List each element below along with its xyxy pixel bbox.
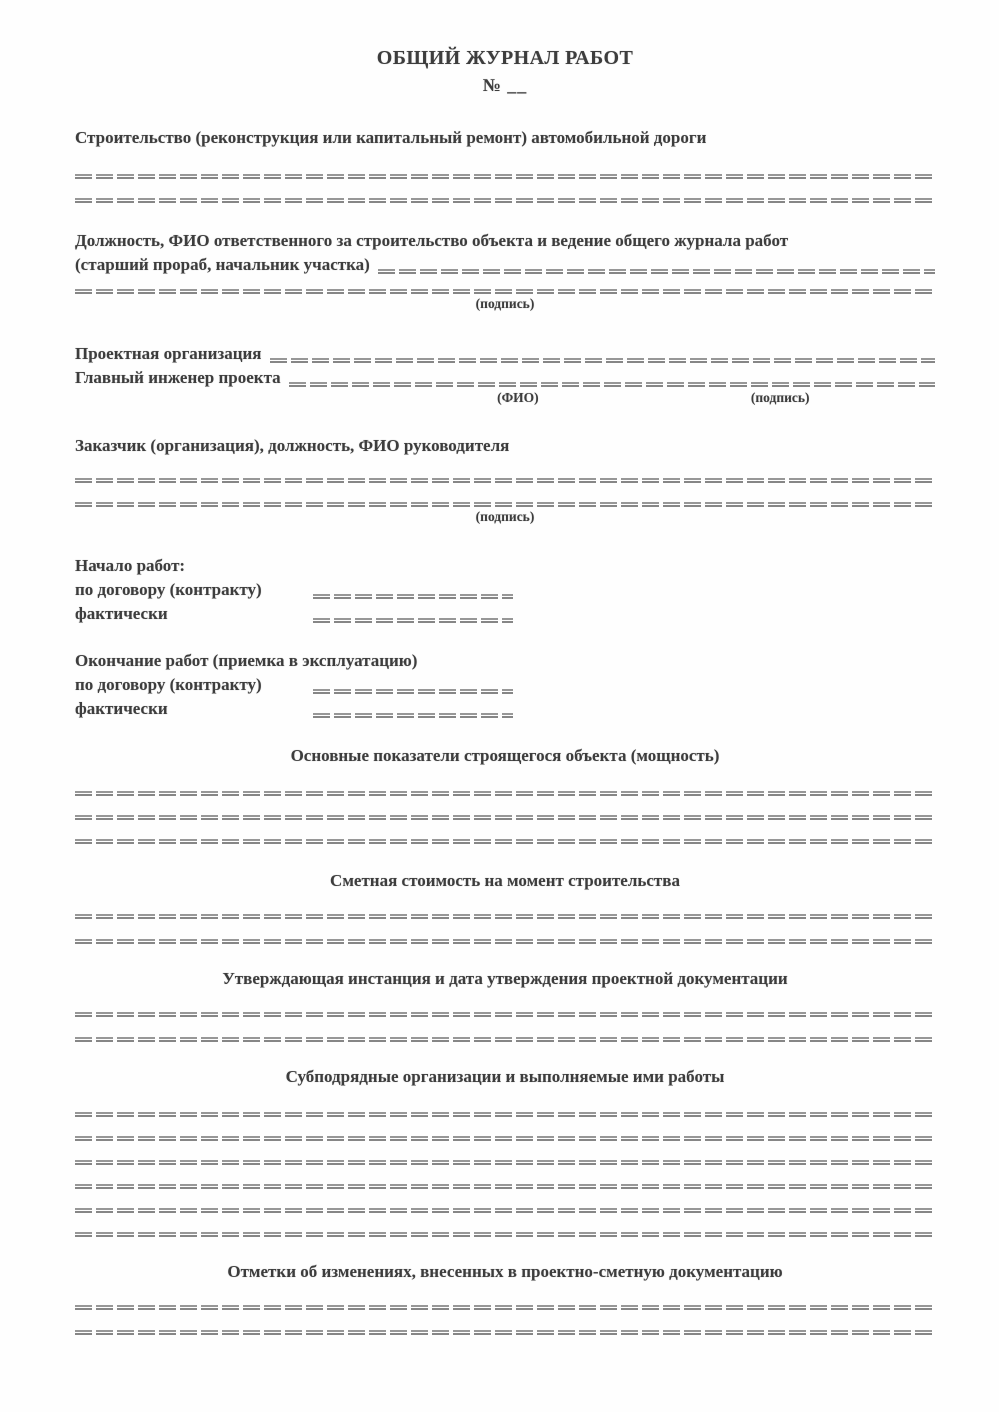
design-organization-blank[interactable] bbox=[270, 358, 936, 363]
responsible-label-line2-row bbox=[75, 253, 935, 277]
subcontractors-blank-line[interactable] bbox=[75, 1112, 935, 1117]
responsible-blank-line[interactable] bbox=[75, 289, 935, 294]
work-finish-contract-row bbox=[75, 673, 935, 697]
customer-signature-caption: (подпись) bbox=[475, 509, 535, 524]
chief-engineer-blank[interactable] bbox=[289, 382, 935, 387]
estimated-cost-blank-line[interactable] bbox=[75, 914, 935, 919]
estimated-cost-heading: Сметная стоимость на момент строительства bbox=[330, 871, 680, 890]
chief-engineer-row bbox=[75, 366, 935, 390]
approval-blank-lines bbox=[75, 1012, 935, 1042]
estimated-cost-blank-line[interactable] bbox=[75, 939, 935, 944]
indicators-blank-lines bbox=[75, 791, 935, 844]
subcontractors-heading: Субподрядные организации и выполняемые ими работы bbox=[285, 1067, 725, 1086]
work-start-label: Начало работ: bbox=[75, 556, 186, 575]
responsible-label-line2: (старший прораб, начальник участка) bbox=[75, 255, 370, 274]
construction-blank-line[interactable] bbox=[75, 198, 935, 203]
work-start-contract-blank[interactable] bbox=[313, 594, 513, 599]
work-start-actual-blank[interactable] bbox=[313, 618, 513, 623]
customer-blank-line[interactable] bbox=[75, 478, 935, 483]
work-finish-actual-blank[interactable] bbox=[313, 713, 513, 718]
indicators-heading: Основные показатели строящегося объекта (мощность) bbox=[290, 746, 720, 765]
design-organization-label: Проектная организация bbox=[75, 344, 262, 363]
indicators-blank-line[interactable] bbox=[75, 791, 935, 796]
changes-heading: Отметки об изменениях, внесенных в проектно-сметную документацию bbox=[227, 1262, 783, 1281]
work-start-actual-row bbox=[75, 602, 935, 626]
construction-blank-lines bbox=[75, 174, 935, 203]
engineer-signature-caption: (подпись) bbox=[750, 390, 810, 405]
work-finish-label: Окончание работ (приемка в эксплуатацию) bbox=[75, 651, 418, 670]
changes-blank-line[interactable] bbox=[75, 1305, 935, 1310]
work-finish-contract-label: по договору (контракту) bbox=[75, 675, 262, 694]
subcontractors-blank-line[interactable] bbox=[75, 1136, 935, 1141]
work-finish-block bbox=[75, 648, 935, 721]
changes-blank-lines bbox=[75, 1305, 935, 1335]
work-finish-contract-blank[interactable] bbox=[313, 689, 513, 694]
fio-caption: (ФИО) bbox=[497, 390, 539, 405]
construction-blank-line[interactable] bbox=[75, 174, 935, 179]
work-start-actual-label: фактически bbox=[75, 604, 168, 623]
design-organization-row bbox=[75, 342, 935, 366]
responsible-inline-blank[interactable] bbox=[378, 269, 935, 274]
customer-blank-line[interactable] bbox=[75, 502, 935, 507]
journal-number: № __ bbox=[482, 75, 528, 95]
subcontractors-blank-line[interactable] bbox=[75, 1160, 935, 1165]
page-title: ОБЩИЙ ЖУРНАЛ РАБОТ bbox=[376, 47, 634, 69]
design-organization-block bbox=[75, 342, 935, 408]
customer-label: Заказчик (организация), должность, ФИО руководителя bbox=[75, 436, 510, 455]
indicators-blank-line[interactable] bbox=[75, 839, 935, 844]
indicators-blank-line[interactable] bbox=[75, 815, 935, 820]
changes-blank-line[interactable] bbox=[75, 1330, 935, 1335]
responsible-label-line1: Должность, ФИО ответственного за строительство объекта и ведение общего журнала работ bbox=[75, 231, 789, 250]
chief-engineer-label: Главный инженер проекта bbox=[75, 368, 281, 387]
customer-blank-lines bbox=[75, 478, 935, 507]
work-start-contract-label: по договору (контракту) bbox=[75, 580, 262, 599]
subcontractors-blank-line[interactable] bbox=[75, 1208, 935, 1213]
work-finish-actual-row bbox=[75, 697, 935, 721]
approval-blank-line[interactable] bbox=[75, 1037, 935, 1042]
construction-label: Строительство (реконструкция или капитальный ремонт) автомобильной дороги bbox=[75, 128, 707, 147]
work-start-contract-row bbox=[75, 578, 935, 602]
approval-heading: Утверждающая инстанция и дата утверждения проектной документации bbox=[222, 969, 788, 988]
subcontractors-blank-line[interactable] bbox=[75, 1232, 935, 1237]
design-captions-row bbox=[75, 390, 935, 408]
subcontractors-blank-line[interactable] bbox=[75, 1184, 935, 1189]
work-finish-actual-label: фактически bbox=[75, 699, 168, 718]
work-start-block bbox=[75, 553, 935, 626]
approval-blank-line[interactable] bbox=[75, 1012, 935, 1017]
subcontractors-blank-lines bbox=[75, 1112, 935, 1237]
estimated-cost-blank-lines bbox=[75, 914, 935, 944]
responsible-signature-caption: (подпись) bbox=[475, 296, 535, 311]
responsible-block bbox=[75, 229, 935, 277]
